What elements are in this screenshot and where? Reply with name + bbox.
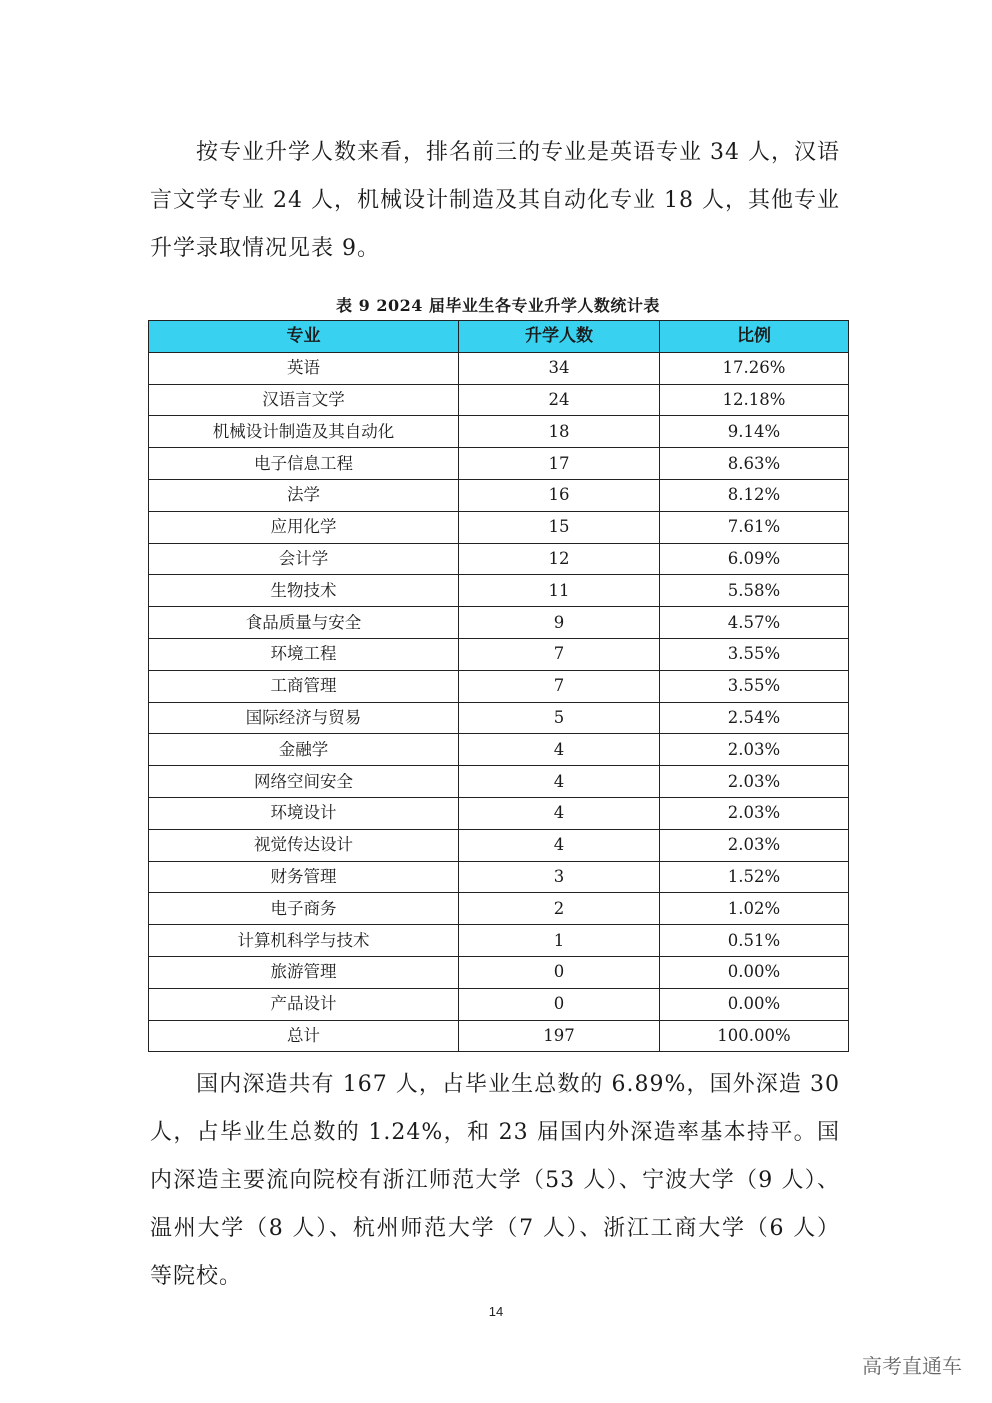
- cell-ratio: 7.61%: [660, 511, 849, 543]
- cell-major: 英语: [149, 352, 459, 384]
- cell-major: 工商管理: [149, 670, 459, 702]
- cell-count: 24: [459, 384, 660, 416]
- header-major: 专业: [149, 321, 459, 353]
- table-caption: 表 9 2024 届毕业生各专业升学人数统计表: [336, 296, 660, 315]
- table-row: [149, 702, 849, 734]
- cell-ratio: 5.58%: [660, 575, 849, 607]
- cell-count: 4: [459, 829, 660, 861]
- cell-count: 2: [459, 893, 660, 925]
- cell-count: 18: [459, 416, 660, 448]
- cell-major: 法学: [149, 479, 459, 511]
- cell-major: 财务管理: [149, 861, 459, 893]
- cell-ratio: 2.03%: [660, 734, 849, 766]
- cell-ratio: 8.63%: [660, 448, 849, 480]
- cell-major: 会计学: [149, 543, 459, 575]
- cell-count: 11: [459, 575, 660, 607]
- table-row: [149, 607, 849, 639]
- table-row: [149, 893, 849, 925]
- intro-paragraph: 按专业升学人数来看，排名前三的专业是英语专业 34 人，汉语言文学专业 24 人，机械设计制造及其自动化专业 18 人，其他专业升学录取情况见表 9。: [150, 140, 840, 261]
- cell-major: 生物技术: [149, 575, 459, 607]
- cell-count: 0: [459, 956, 660, 988]
- cell-count: 0: [459, 988, 660, 1020]
- cell-major: 总计: [149, 1020, 459, 1052]
- table-row: [149, 511, 849, 543]
- cell-ratio: 3.55%: [660, 638, 849, 670]
- table-row: [149, 352, 849, 384]
- cell-major: 环境工程: [149, 638, 459, 670]
- cell-ratio: 2.54%: [660, 702, 849, 734]
- cell-ratio: 2.03%: [660, 797, 849, 829]
- table-row: [149, 448, 849, 480]
- table-row: [149, 766, 849, 798]
- cell-ratio: 0.00%: [660, 988, 849, 1020]
- cell-count: 34: [459, 352, 660, 384]
- cell-ratio: 0.51%: [660, 925, 849, 957]
- cell-major: 国际经济与贸易: [149, 702, 459, 734]
- cell-count: 9: [459, 607, 660, 639]
- cell-ratio: 100.00%: [660, 1020, 849, 1052]
- table-row: [149, 861, 849, 893]
- header-ratio: 比例: [660, 321, 849, 353]
- cell-count: 7: [459, 670, 660, 702]
- cell-major: 视觉传达设计: [149, 829, 459, 861]
- cell-major: 电子信息工程: [149, 448, 459, 480]
- cell-major: 金融学: [149, 734, 459, 766]
- cell-ratio: 4.57%: [660, 607, 849, 639]
- table-row: [149, 670, 849, 702]
- table-row: [149, 575, 849, 607]
- cell-ratio: 6.09%: [660, 543, 849, 575]
- cell-ratio: 2.03%: [660, 766, 849, 798]
- cell-major: 机械设计制造及其自动化: [149, 416, 459, 448]
- cell-major: 计算机科学与技术: [149, 925, 459, 957]
- cell-major: 应用化学: [149, 511, 459, 543]
- cell-ratio: 8.12%: [660, 479, 849, 511]
- watermark: 高考直通车: [862, 1354, 962, 1378]
- cell-count: 4: [459, 766, 660, 798]
- table-row: [149, 543, 849, 575]
- cell-major: 汉语言文学: [149, 384, 459, 416]
- cell-ratio: 2.03%: [660, 829, 849, 861]
- cell-major: 食品质量与安全: [149, 607, 459, 639]
- outro-paragraph: 国内深造共有 167 人，占毕业生总数的 6.89%，国外深造 30 人，占毕业生总数的 1.24%，和 23 届国内外深造率基本持平。国内深造主要流向院校有浙江师范大学（53 人）、宁波大学（9 人）、温州大学（8 人）、杭州师范大学（7 人）、浙江工商大学（6 人）等院校。: [150, 1072, 840, 1289]
- cell-ratio: 12.18%: [660, 384, 849, 416]
- cell-count: 17: [459, 448, 660, 480]
- cell-major: 产品设计: [149, 988, 459, 1020]
- table-row: [149, 416, 849, 448]
- cell-count: 16: [459, 479, 660, 511]
- cell-major: 旅游管理: [149, 956, 459, 988]
- cell-major: 电子商务: [149, 893, 459, 925]
- table-header-row: [149, 321, 849, 353]
- cell-count: 7: [459, 638, 660, 670]
- table-row: [149, 925, 849, 957]
- cell-ratio: 17.26%: [660, 352, 849, 384]
- cell-count: 3: [459, 861, 660, 893]
- table-row: [149, 734, 849, 766]
- cell-count: 4: [459, 797, 660, 829]
- cell-count: 4: [459, 734, 660, 766]
- page-number: 14: [488, 1304, 504, 1319]
- table-row: [149, 956, 849, 988]
- table-body: [149, 352, 849, 1052]
- cell-ratio: 1.52%: [660, 861, 849, 893]
- cell-major: 网络空间安全: [149, 766, 459, 798]
- cell-count: 1: [459, 925, 660, 957]
- cell-major: 环境设计: [149, 797, 459, 829]
- cell-count: 5: [459, 702, 660, 734]
- table-row: [149, 1020, 849, 1052]
- table-row: [149, 384, 849, 416]
- cell-count: 12: [459, 543, 660, 575]
- table-row: [149, 638, 849, 670]
- table-row: [149, 479, 849, 511]
- table-row: [149, 829, 849, 861]
- table-row: [149, 797, 849, 829]
- cell-ratio: 0.00%: [660, 956, 849, 988]
- cell-count: 15: [459, 511, 660, 543]
- cell-ratio: 9.14%: [660, 416, 849, 448]
- cell-count: 197: [459, 1020, 660, 1052]
- table-row: [149, 988, 849, 1020]
- cell-ratio: 3.55%: [660, 670, 849, 702]
- cell-ratio: 1.02%: [660, 893, 849, 925]
- statistics-table: [148, 320, 849, 1052]
- header-count: 升学人数: [459, 321, 660, 353]
